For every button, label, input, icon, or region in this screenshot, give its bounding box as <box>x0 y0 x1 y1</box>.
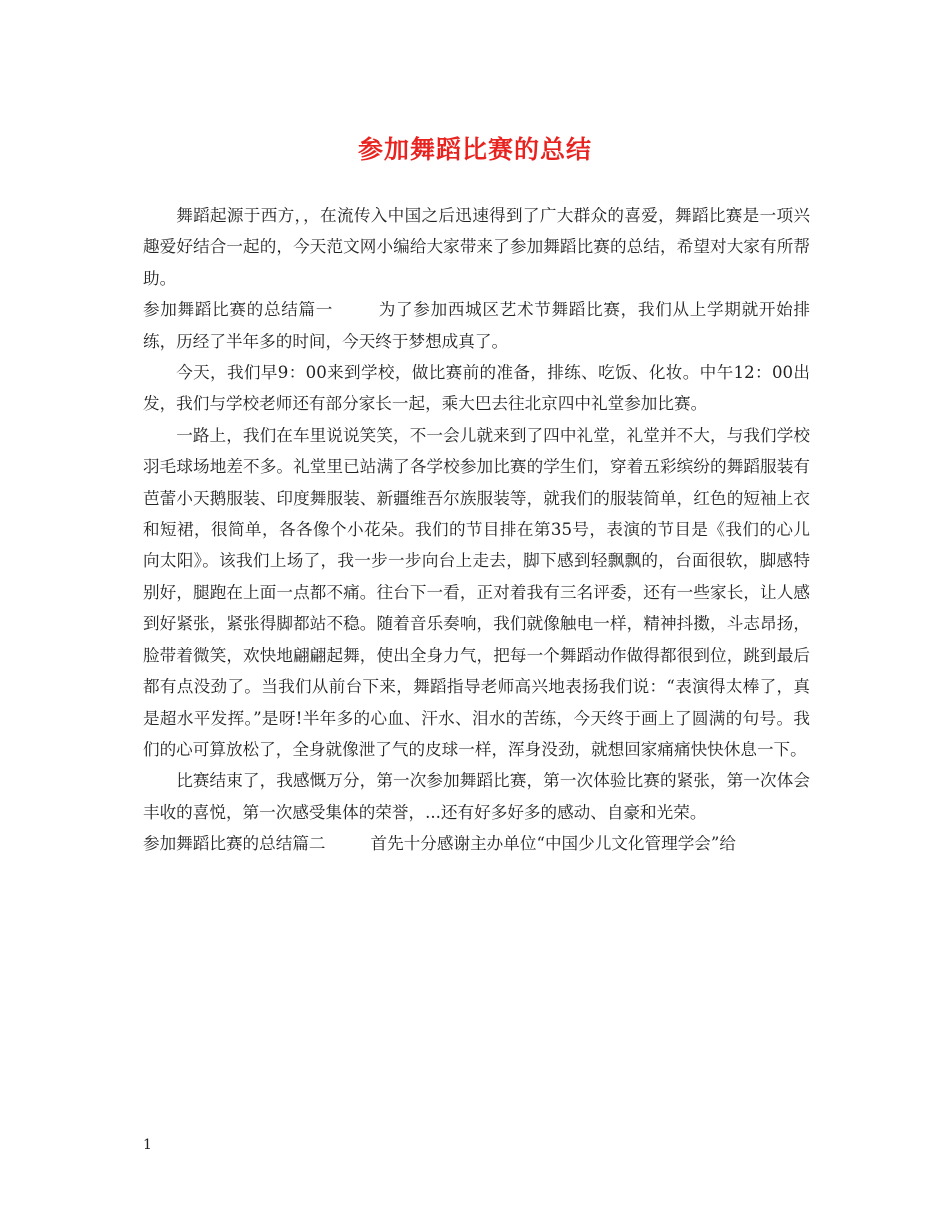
paragraph-section-two <box>143 828 810 859</box>
paragraph-schedule: 今天，我们早9：00来到学校，做比赛前的准备，排练、吃饭、化妆。中午12：00出发，我们与学校老师还有部分家长一起，乘大巴去往北京四中礼堂参加比赛。 <box>143 363 810 414</box>
paragraph-performance: 一路上，我们在车里说说笑笑，不一会儿就来到了四中礼堂，礼堂并不大，与我们学校羽毛球场地差不多。礼堂里已站满了各学校参加比赛的学生们，穿着五彩缤纷的舞蹈服装有芭蕾小天鹅服装、印度舞服装、新疆维吾尔族服装等，就我们的服装简单，红色的短袖上衣和短裙，很简单，各各像个小花朵。我们的节目排在第35号，表演的节目是《我们的心儿向太阳》。该我们上场了，我一步一步向台上走去，脚下感到轻飘飘的，台面很软，脚感特别好，腿跑在上面一点都不痛。往台下一看，正对着我有三名评委，还有一些家长，让人感到好紧张，紧张得脚都站不稳。随着音乐奏响，我们就像触电一样，精神抖擞，斗志昂扬，脸带着微笑，欢快地翩翩起舞，使出全身力气，把每一个舞蹈动作做得都很到位，跳到最后都有点没劲了。当我们从前台下来，舞蹈指导老师高兴地表扬我们说：“表演得太棒了，真是超水平发挥。”是呀!半年多的心血、汗水、泪水的苦练，今天终于画上了圆满的句号。我们的心可算放松了，全身就像泄了气的皮球一样，浑身没劲，就想回家痛痛快快休息一下。 <box>143 425 810 759</box>
paragraph-section-one <box>143 294 810 357</box>
page-number: 1 <box>143 1137 152 1153</box>
section-heading-one: 参加舞蹈比赛的总结篇一 <box>143 300 334 320</box>
section-one-text: 为了参加西城区艺术节舞蹈比赛，我们从上学期就开始排练，历经了半年多的时间，今天终于梦想成真了。 <box>143 300 811 351</box>
paragraph-reflection: 比赛结束了，我感慨万分，第一次参加舞蹈比赛，第一次体验比赛的紧张，第一次体会丰收的喜悦，第一次感受集体的荣誉，...还有好多好多的感动、自豪和光荣。 <box>143 771 810 822</box>
section-heading-two: 参加舞蹈比赛的总结篇二 <box>143 834 326 854</box>
document-body <box>143 200 810 860</box>
section-two-text: 首先十分感谢主办单位“中国少儿文化管理学会”给 <box>370 834 736 854</box>
document-title: 参加舞蹈比赛的总结 <box>357 135 592 164</box>
paragraph-intro: 舞蹈起源于西方，，在流传入中国之后迅速得到了广大群众的喜爱，舞蹈比赛是一项兴趣爱好结合一起的，今天范文网小编给大家带来了参加舞蹈比赛的总结，希望对大家有所帮助。 <box>143 206 810 288</box>
